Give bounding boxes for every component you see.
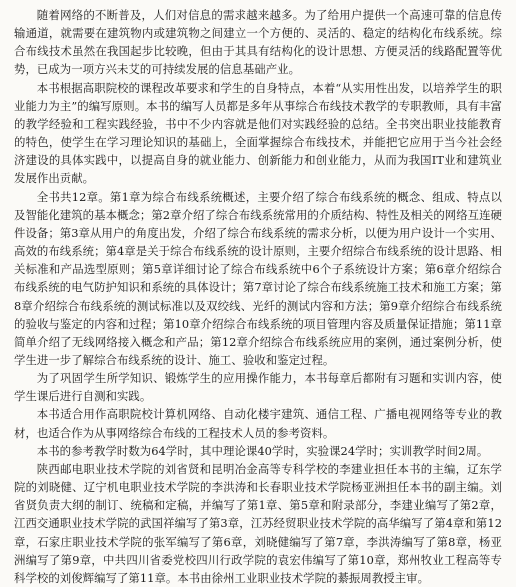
paragraph-audience: 本书适合用作高职院校计算机网络、自动化楼宇建筑、通信工程、广播电视网络等专业的教材，也适合作为从事网络综合布线的工程技术人员的参考资料。 <box>14 407 502 440</box>
paragraph-chapters: 全书共12章。第1章为综合布线系统概述，主要介绍了综合布线系统的概念、组成、特点以及智能化建筑的基本概念；第2章介绍了综合布线系统常用的介质结构、特性及相关的网络互连硬件设备；第3章从用户的角度出发，介绍了综合布线系统的需求分析，以便为用户设计一个实用、高效的布线系统；第4章是关于综合布线系统的设计原则，主要介绍综合布线系统的设计思路、相关标准和产品选型原则；第5章详细讨论了综合布线系统中6个子系统设计方案；第6章介绍综合布线系统的电气防护知识和系统的具体设计；第7章讨论了综合布线系统施工技术和施工方案；第8章介绍综合布线系统的测试标准以及双绞线、光纤的测试内容和方法；第9章介绍综合布线系统的验收与鉴定的内容和过程；第10章介绍综合布线系统的项目管理内容及质量保证措施；第11章简单介绍了无线网络接入概念和产品；第12章介绍综合布线系统应用的案例，通过案例分析，使学生进一步了解综合布线系统的设计、施工、验收和鉴定过程。 <box>14 189 502 367</box>
paragraph-approach: 本书根据高职院校的课程改革要求和学生的自身特点，本着“从实用性出发，以培养学生的职业能力为主”的编写原则。本书的编写人员都是多年从事综合布线技术教学的专职教师，具有丰富的教学经验和工程实践经验，书中不少内容就是他们对实践经验的总结。全书突出职业技能教育的特色，使学生在学习理论知识的基础上，全面掌握综合布线技术，并能把它应用于当今社会经济建设的具体实践中，以提高自身的就业能力、创新能力和创业能力，从而为我国IT业和建筑业发展作出贡献。 <box>14 80 502 186</box>
paragraph-authors: 陕西邮电职业技术学院的刘省贤和昆明冶金高等专科学校的李建业担任本书的主编，辽东学院的刘晓健、辽宁机电职业技术学院的李洪涛和长春职业技术学院杨亚洲担任本书的副主编。刘省贤负责大纲的制订、统稿和定稿，并编写了第1章、第5章和附录部分，李建业编写了第2章，江西交通职业技术学院的武国祥编写了第3章，江苏经贸职业技术学院的高华编写了第4章和第12章，石家庄职业技术学院的张军编写了第6章，刘晓健编写了第7章，李洪涛编写了第8章，杨亚洲编写了第9章，中共四川省委党校四川行政学院的袁宏伟编写了第10章，郑州牧业工程高等专科学校的刘俊辉编写了第11章。本书由徐州工业职业技术学院的綦振周教授主审。 <box>14 461 502 585</box>
paragraph-hours: 本书的参考教学时数为64学时，其中理论课40学时，实验课24学时；实训教学时间2周。 <box>36 443 489 458</box>
paragraph-exercises: 为了巩固学生所学知识、锻炼学生的应用操作能力，本书每章后都附有习题和实训内容，使学生课后进行自测和实践。 <box>14 371 502 404</box>
paragraph-intro: 随着网络的不断普及，人们对信息的需求越来越多。为了给用户提供一个高速可靠的信息传输通道，就需要在建筑物内或建筑物之间建立一个方便的、灵活的、稳定的结构化布线系统。综合布线技术虽然在我国起步比较晚，但由于其具有结构化的设计思想、方便灵活的线路配置等优势，已成为一项方兴未艾的可持续发展的信息基础产业。 <box>14 8 502 77</box>
